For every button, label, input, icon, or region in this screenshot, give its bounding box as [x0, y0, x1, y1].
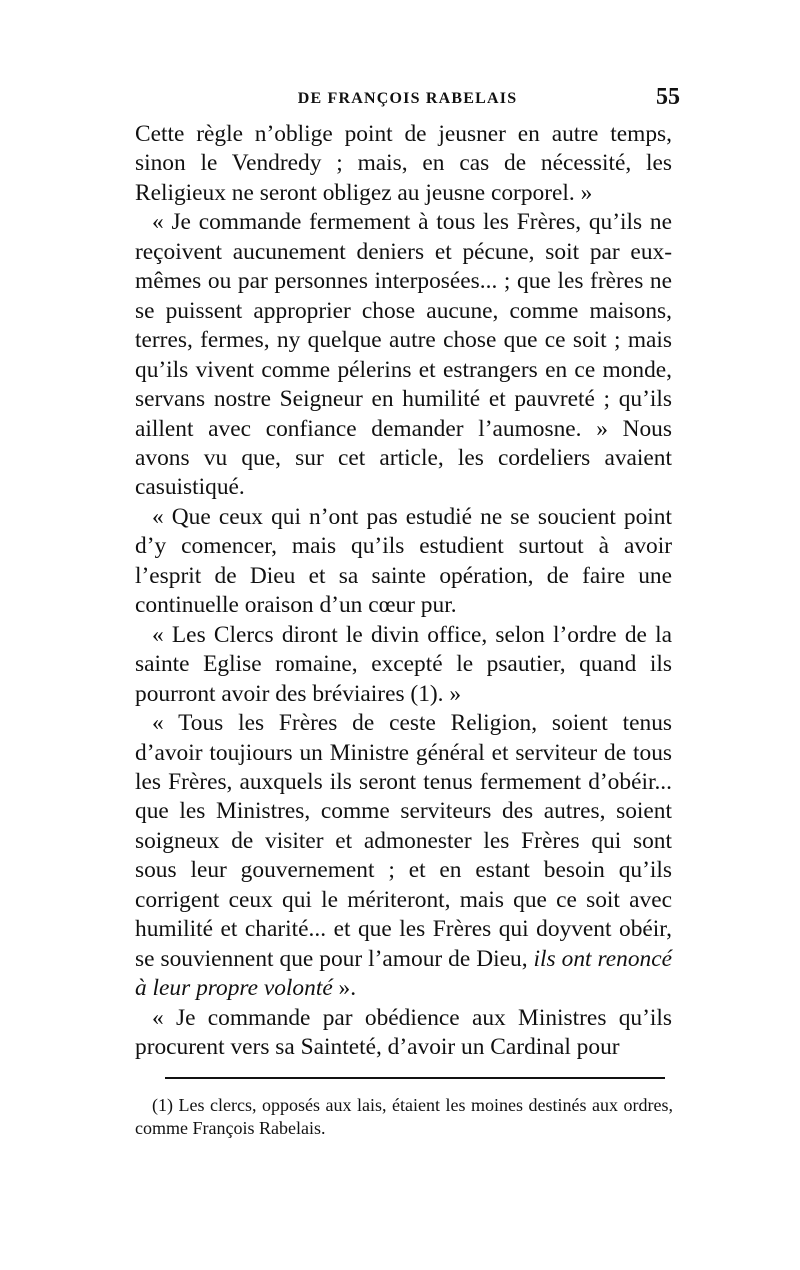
italic-text: ils ont renoncé à leur propre volonté [135, 945, 672, 1002]
paragraph [135, 503, 672, 621]
paragraph-text: « Je commande par obédience aux Ministres qu’ils procurent vers sa Sainteté, d’avoir un Cardinal pour [135, 1004, 672, 1061]
paragraph-text: Cette règle n’oblige point de jeusner en autre temps, sinon le Vendredy ; mais, en cas de nécessité, les Religieux ne seront obligez au jeusne corporel. » [135, 121, 672, 206]
paragraph [135, 1004, 672, 1063]
footnote-text: (1) Les clercs, opposés aux lais, étaient les moines destinés aux ordres, comme François Rabelais. [135, 1095, 673, 1138]
paragraph-text: « Je commande fermement à tous les Frères, qu’ils ne reçoivent aucunement deniers et pécune, soit par eux-mêmes ou par personnes interposées... ; que les frères ne se puissent approprier chose aucune, comme maisons, terres, fermes, ny quelque autre chose que ce soit ; mais qu’ils vivent comme pélerins et estrangers en ce monde, servans nostre Seigneur en humilité et pauvreté ; qu’ils aillent avec confiance demander l’aumosne. » Nous avons vu que, sur cet article, les cordeliers avaient casuistiqué. [135, 209, 672, 501]
paragraph [135, 621, 672, 709]
footnote [135, 1094, 673, 1140]
page-header [135, 84, 680, 114]
running-title: DE FRANÇOIS RABELAIS [297, 90, 518, 107]
paragraph-text: « Que ceux qui n’ont pas estudié ne se soucient point d’y comencer, mais qu’ils estudient surtout à avoir l’esprit de Dieu et sa sainte opération, de faire une continuelle oraison d’un cœur pur. [135, 503, 672, 619]
paragraph [135, 709, 672, 1004]
footnote-separator [165, 1077, 665, 1079]
body-text [135, 120, 672, 1063]
paragraph [135, 208, 672, 503]
paragraph-text: ». [332, 975, 357, 1002]
page-number: 55 [656, 84, 680, 110]
paragraph-text: « Les Clercs diront le divin office, selon l’ordre de la sainte Eglise romaine, excepté le psautier, quand ils pourront avoir des bréviaires (1). » [135, 621, 672, 707]
paragraph-text: « Tous les Frères de ceste Religion, soient tenus d’avoir toujiours un Ministre général et serviteur de tous les Frères, auxquels ils seront tenus fermement d’obéir... que les Ministres, comme serviteurs des autres, soient soigneux de visiter et admonester les Frères qui sont sous leur gouvernement ; et en estant besoin qu’ils corrigent ceux qui le mériteront, mais que ce soit avec humilité et charité... et que les Frères qui doyvent obéir, se souviennent que pour l’amour de Dieu, [135, 710, 672, 972]
paragraph [135, 120, 672, 208]
